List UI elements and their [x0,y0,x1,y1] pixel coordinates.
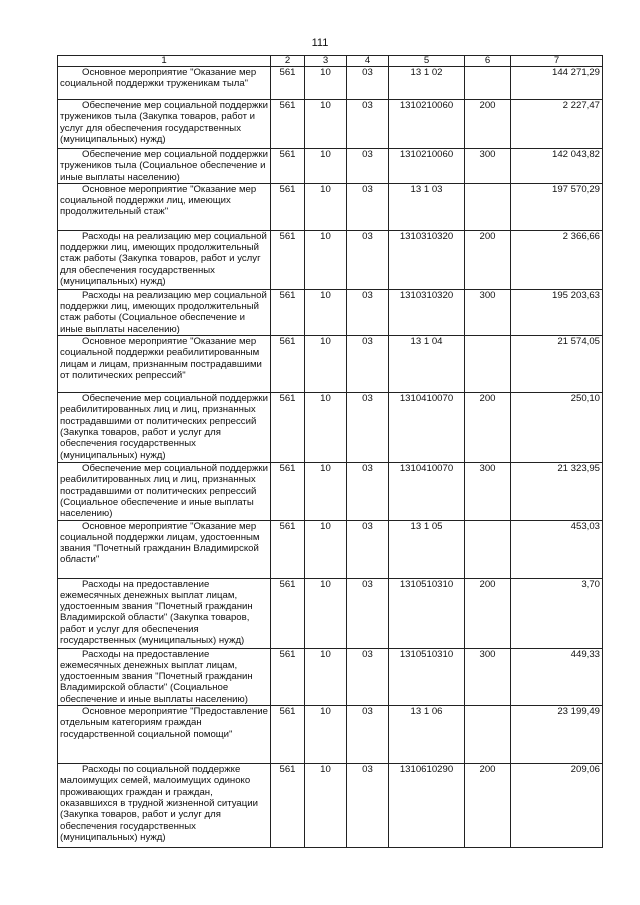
row-admin-code-cell: 561 [271,764,305,848]
row-amount-cell: 250,10 [511,393,603,463]
row-subsection-cell: 03 [347,706,389,764]
table-row [58,230,603,289]
row-subsection-cell: 03 [347,463,389,520]
row-amount-cell: 453,03 [511,520,603,578]
row-amount-cell: 21 323,95 [511,463,603,520]
table-row [58,100,603,149]
row-admin-code-cell: 561 [271,578,305,648]
row-subsection-cell: 03 [347,149,389,184]
row-target-article-cell: 1310510310 [389,578,465,648]
row-admin-code-cell: 561 [271,67,305,100]
row-name-cell: Обеспечение мер социальной поддержки реабилитированных лиц и лиц, признанных пострадавшими от политических репрессий (Социальное обеспечение и иные выплаты населению) [58,463,271,520]
row-name-cell: Основное мероприятие "Предоставление отдельным категориям граждан государственной социальной помощи" [58,706,271,764]
row-subsection-cell: 03 [347,336,389,393]
row-section-cell: 10 [305,183,347,230]
row-expense-type-cell: 200 [465,764,511,848]
row-subsection-cell: 03 [347,67,389,100]
row-admin-code-cell: 561 [271,183,305,230]
row-name-cell: Расходы на предоставление ежемесячных денежных выплат лицам, удостоенным звания "Почетный гражданин Владимирской области" (Социальное обеспечение и иные выплаты населению) [58,648,271,705]
row-target-article-cell: 13 1 04 [389,336,465,393]
row-target-article-cell: 1310210060 [389,100,465,149]
row-amount-cell: 2 366,66 [511,230,603,289]
table-row [58,149,603,184]
table-row [58,463,603,520]
row-subsection-cell: 03 [347,764,389,848]
row-name-cell: Обеспечение мер социальной поддержки тружеников тыла (Закупка товаров, работ и услуг для обеспечения государственных (муниципальных) нужд) [58,100,271,149]
row-amount-cell: 197 570,29 [511,183,603,230]
row-name-cell: Расходы на реализацию мер социальной поддержки лиц, имеющих продолжительный стаж работы (Закупка товаров, работ и услуг для обеспечения государственных (муниципальных) нужд) [58,230,271,289]
row-expense-type-cell [465,336,511,393]
row-subsection-cell: 03 [347,648,389,705]
row-name-cell: Расходы по социальной поддержке малоимущих семей, малоимущих одиноко проживающих граждан и граждан, оказавшихся в трудной жизненной ситуации (Закупка товаров, работ и услуг для обеспечения государственных (муниципальных) нужд) [58,764,271,848]
row-name-cell: Основное мероприятие "Оказание мер социальной поддержки труженикам тыла" [58,67,271,100]
row-admin-code-cell: 561 [271,336,305,393]
table-row [58,764,603,848]
row-target-article-cell: 13 1 05 [389,520,465,578]
row-subsection-cell: 03 [347,289,389,335]
row-amount-cell: 3,70 [511,578,603,648]
row-amount-cell: 195 203,63 [511,289,603,335]
row-admin-code-cell: 561 [271,520,305,578]
table-row [58,706,603,764]
row-target-article-cell: 13 1 03 [389,183,465,230]
row-section-cell: 10 [305,393,347,463]
row-section-cell: 10 [305,648,347,705]
row-target-article-cell: 1310410070 [389,463,465,520]
row-section-cell: 10 [305,289,347,335]
header-col-2: 2 [271,56,305,67]
row-target-article-cell: 1310310320 [389,230,465,289]
row-expense-type-cell: 300 [465,149,511,184]
header-col-1: 1 [58,56,271,67]
row-subsection-cell: 03 [347,230,389,289]
row-name-cell: Обеспечение мер социальной поддержки реабилитированных лиц и лиц, признанных пострадавшими от политических репрессий (Закупка товаров, работ и услуг для обеспечения государственных (муниципальных) нужд) [58,393,271,463]
page-number: 111 [311,37,329,49]
row-section-cell: 10 [305,149,347,184]
row-amount-cell: 449,33 [511,648,603,705]
row-name-cell: Расходы на реализацию мер социальной поддержки лиц, имеющих продолжительный стаж работы (Социальное обеспечение и иные выплаты населению) [58,289,271,335]
row-expense-type-cell: 300 [465,463,511,520]
row-target-article-cell: 13 1 06 [389,706,465,764]
row-expense-type-cell [465,183,511,230]
header-col-4: 4 [347,56,389,67]
budget-table [57,55,603,848]
row-expense-type-cell [465,520,511,578]
row-expense-type-cell: 300 [465,289,511,335]
row-subsection-cell: 03 [347,520,389,578]
row-expense-type-cell: 200 [465,393,511,463]
row-admin-code-cell: 561 [271,149,305,184]
row-name-cell: Основное мероприятие "Оказание мер социальной поддержки лицам, удостоенным звания "Почетный гражданин Владимирской области" [58,520,271,578]
row-subsection-cell: 03 [347,393,389,463]
row-admin-code-cell: 561 [271,230,305,289]
row-name-cell: Расходы на предоставление ежемесячных денежных выплат лицам, удостоенным звания "Почетный гражданин Владимирской области" (Закупка товаров, работ и услуг для обеспечения государственных (муниципальных) нужд) [58,578,271,648]
row-section-cell: 10 [305,463,347,520]
row-admin-code-cell: 561 [271,463,305,520]
row-target-article-cell: 1310310320 [389,289,465,335]
row-target-article-cell: 13 1 02 [389,67,465,100]
row-expense-type-cell [465,706,511,764]
row-target-article-cell: 1310210060 [389,149,465,184]
row-admin-code-cell: 561 [271,706,305,764]
row-admin-code-cell: 561 [271,393,305,463]
table-header-row [58,56,603,67]
row-target-article-cell: 1310410070 [389,393,465,463]
row-target-article-cell: 1310610290 [389,764,465,848]
row-amount-cell: 2 227,47 [511,100,603,149]
row-admin-code-cell: 561 [271,648,305,705]
table-row [58,336,603,393]
header-col-6: 6 [465,56,511,67]
row-target-article-cell: 1310510310 [389,648,465,705]
row-expense-type-cell: 200 [465,578,511,648]
table-row [58,578,603,648]
row-expense-type-cell [465,67,511,100]
table-row [58,520,603,578]
row-admin-code-cell: 561 [271,289,305,335]
row-section-cell: 10 [305,336,347,393]
row-subsection-cell: 03 [347,578,389,648]
row-amount-cell: 142 043,82 [511,149,603,184]
table-row [58,183,603,230]
row-name-cell: Основное мероприятие "Оказание мер социальной поддержки реабилитированным лицам и лицам, признанным пострадавшими от политических репрессий" [58,336,271,393]
row-section-cell: 10 [305,520,347,578]
row-amount-cell: 209,06 [511,764,603,848]
row-name-cell: Обеспечение мер социальной поддержки тружеников тыла (Социальное обеспечение и иные выплаты населению) [58,149,271,184]
header-col-7: 7 [511,56,603,67]
table-body [58,67,603,848]
row-section-cell: 10 [305,578,347,648]
row-expense-type-cell: 200 [465,100,511,149]
row-section-cell: 10 [305,706,347,764]
table-row [58,67,603,100]
row-expense-type-cell: 300 [465,648,511,705]
row-section-cell: 10 [305,764,347,848]
header-col-3: 3 [305,56,347,67]
row-subsection-cell: 03 [347,100,389,149]
row-subsection-cell: 03 [347,183,389,230]
row-admin-code-cell: 561 [271,100,305,149]
row-name-cell: Основное мероприятие "Оказание мер социальной поддержки лиц, имеющих продолжительный стаж" [58,183,271,230]
table-row [58,648,603,705]
table-row [58,393,603,463]
header-col-5: 5 [389,56,465,67]
row-amount-cell: 21 574,05 [511,336,603,393]
row-section-cell: 10 [305,230,347,289]
row-section-cell: 10 [305,100,347,149]
table-row [58,289,603,335]
row-amount-cell: 23 199,49 [511,706,603,764]
row-expense-type-cell: 200 [465,230,511,289]
row-amount-cell: 144 271,29 [511,67,603,100]
row-section-cell: 10 [305,67,347,100]
